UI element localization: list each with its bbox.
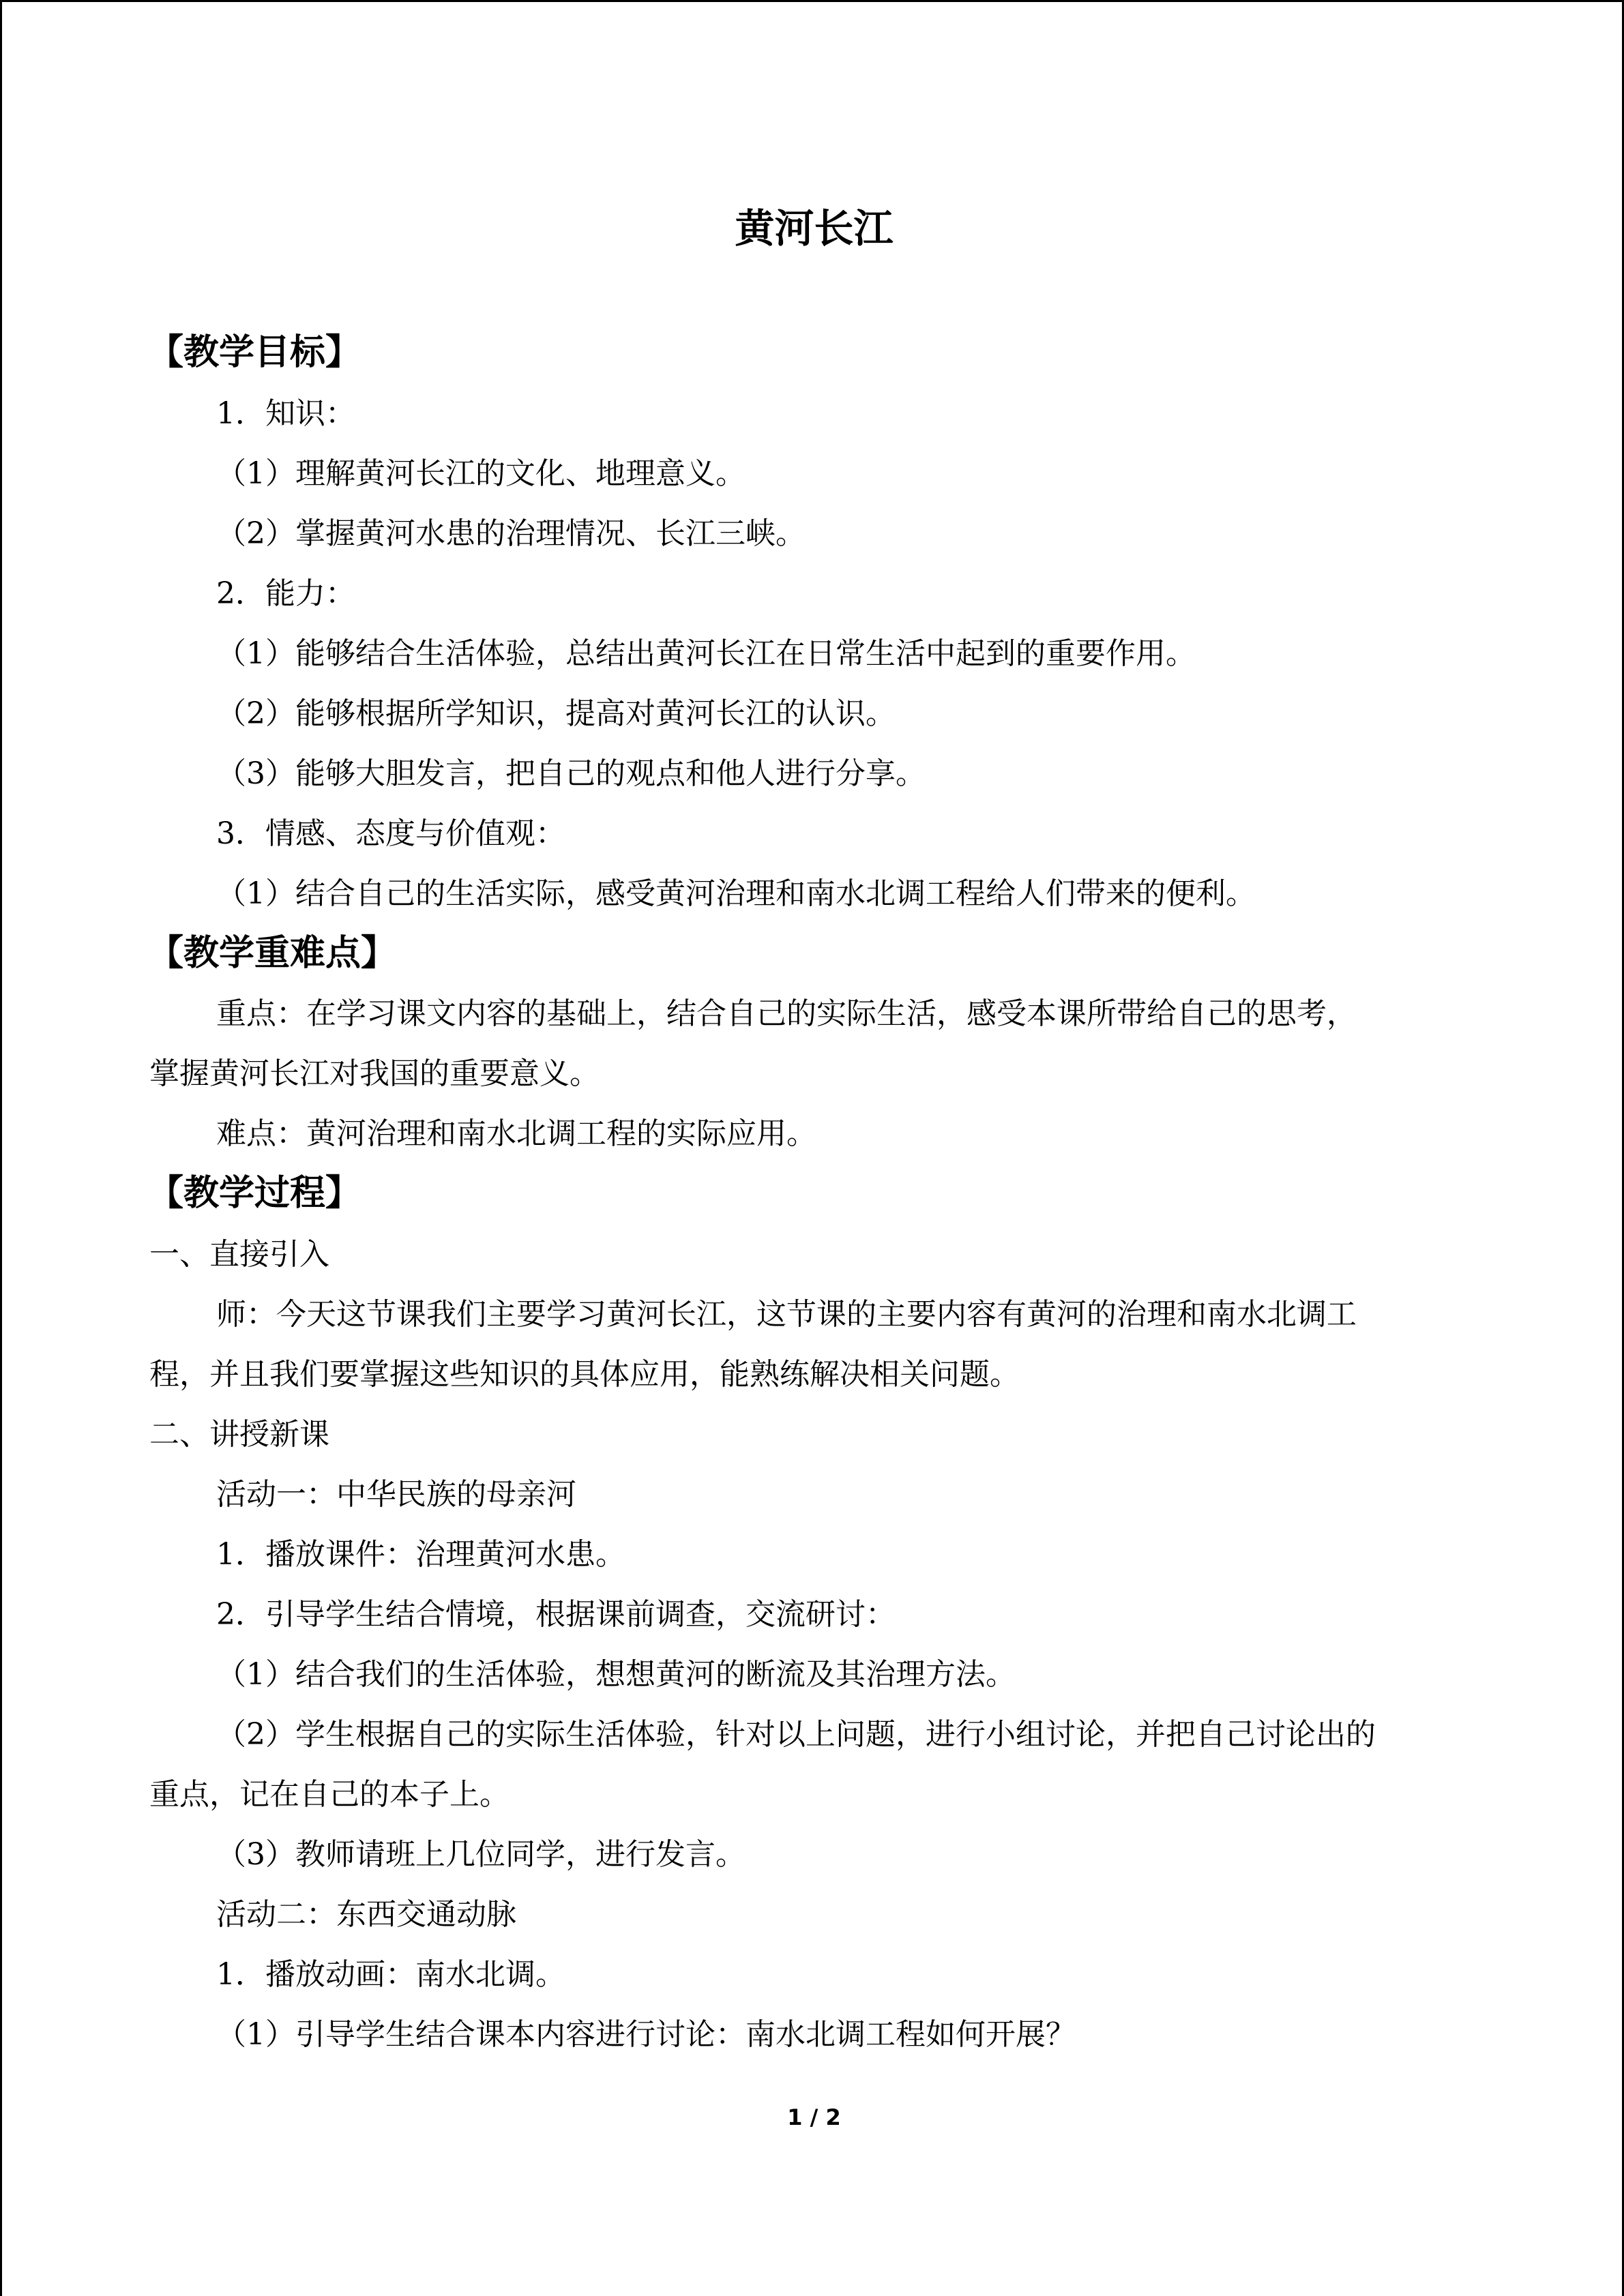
key-point-line: 难点：黄河治理和南水北调工程的实际应用。 bbox=[216, 1116, 816, 1151]
objective-line: （1）能够结合生活体验，总结出黄河长江在日常生活中起到的重要作用。 bbox=[216, 636, 1196, 671]
process-line: （3）教师请班上几位同学，进行发言。 bbox=[216, 1837, 745, 1872]
document-title: 黄河长江 bbox=[735, 205, 894, 252]
section-heading-objectives: 【教学目标】 bbox=[148, 332, 361, 373]
process-line: 1．播放课件：治理黄河水患。 bbox=[216, 1537, 625, 1572]
process-line: 重点，记在自己的本子上。 bbox=[149, 1777, 510, 1812]
process-line: 师：今天这节课我们主要学习黄河长江，这节课的主要内容有黄河的治理和南水北调工 bbox=[216, 1297, 1357, 1332]
process-line: 二、讲授新课 bbox=[149, 1417, 329, 1452]
key-point-line: 掌握黄河长江对我国的重要意义。 bbox=[149, 1056, 600, 1091]
process-line: （2）学生根据自己的实际生活体验，针对以上问题，进行小组讨论，并把自己讨论出的 bbox=[216, 1717, 1376, 1752]
objective-line: 1．知识： bbox=[216, 396, 355, 431]
process-line: 2．引导学生结合情境，根据课前调查，交流研讨： bbox=[216, 1597, 896, 1632]
objective-line: （3）能够大胆发言，把自己的观点和他人进行分享。 bbox=[216, 756, 926, 791]
objective-line: （2）能够根据所学知识，提高对黄河长江的认识。 bbox=[216, 696, 896, 731]
process-line: 活动二：东西交通动脉 bbox=[216, 1897, 516, 1932]
process-line: 一、直接引入 bbox=[149, 1237, 329, 1272]
key-point-line: 重点：在学习课文内容的基础上，结合自己的实际生活，感受本课所带给自己的思考， bbox=[216, 996, 1357, 1031]
process-line: （1）结合我们的生活体验，想想黄河的断流及其治理方法。 bbox=[216, 1657, 1016, 1692]
section-heading-key-points: 【教学重难点】 bbox=[148, 933, 397, 974]
objective-line: 2．能力： bbox=[216, 576, 355, 611]
objective-line: （1）理解黄河长江的文化、地理意义。 bbox=[216, 456, 745, 491]
process-line: 活动一：中华民族的母亲河 bbox=[216, 1477, 576, 1512]
objective-line: 3．情感、态度与价值观： bbox=[216, 816, 565, 851]
page-number: 1 / 2 bbox=[787, 2104, 841, 2130]
process-line: 程，并且我们要掌握这些知识的具体应用，能熟练解决相关问题。 bbox=[149, 1357, 1020, 1392]
objective-line: （2）掌握黄河水患的治理情况、长江三峡。 bbox=[216, 516, 806, 551]
process-line: （1）引导学生结合课本内容进行讨论：南水北调工程如何开展？ bbox=[216, 2017, 1076, 2052]
section-heading-process: 【教学过程】 bbox=[148, 1173, 361, 1214]
objective-line: （1）结合自己的生活实际，感受黄河治理和南水北调工程给人们带来的便利。 bbox=[216, 876, 1256, 911]
process-line: 1．播放动画：南水北调。 bbox=[216, 1957, 565, 1992]
